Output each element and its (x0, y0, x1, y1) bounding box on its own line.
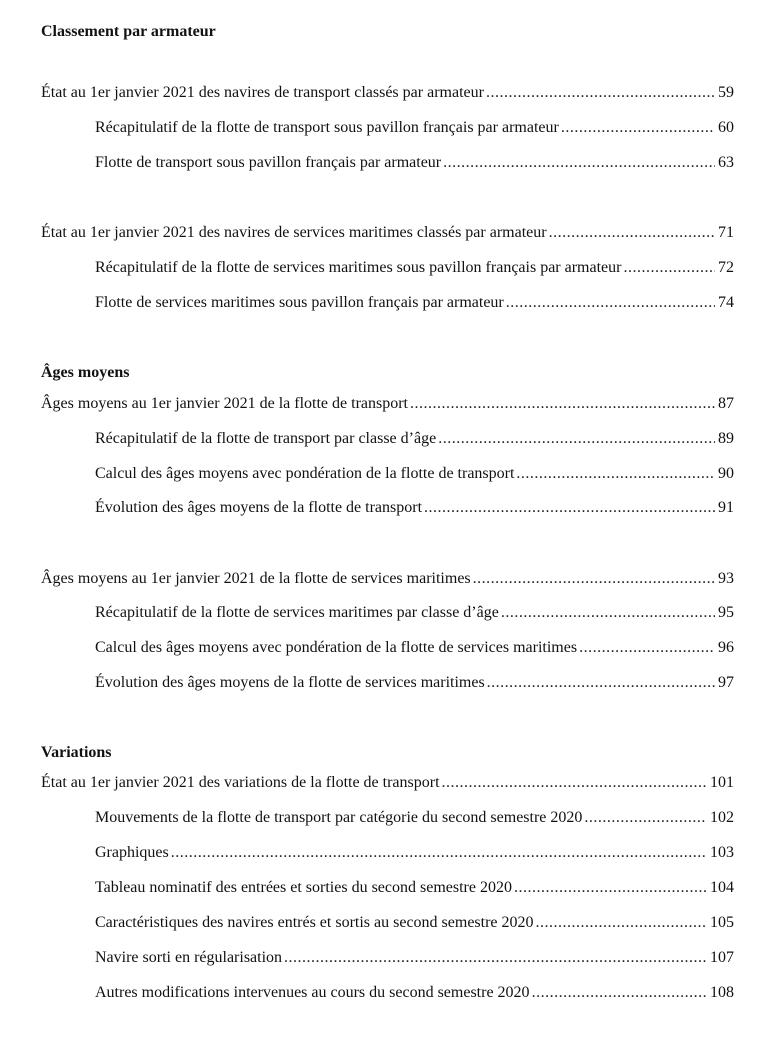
toc-subentry[interactable] (95, 603, 734, 623)
toc-subentry[interactable] (95, 498, 734, 518)
toc-subentry[interactable] (95, 293, 734, 313)
toc-subentry[interactable] (95, 153, 734, 173)
entry-title: Récapitulatif de la flotte de services maritimes sous pavillon français par armateur (95, 259, 622, 276)
toc-subentry[interactable] (95, 983, 734, 1003)
dot-leader (410, 394, 715, 414)
page-number: 101 (710, 774, 734, 791)
entry-title: Âges moyens au 1er janvier 2021 de la flotte de services maritimes (41, 570, 471, 587)
entry-title: Mouvements de la flotte de transport par catégorie du second semestre 2020 (95, 809, 583, 826)
entry-title: État au 1er janvier 2021 des variations de la flotte de transport (41, 774, 440, 791)
dot-leader (171, 843, 707, 863)
dot-leader (514, 878, 707, 898)
toc-subentry[interactable] (95, 429, 734, 449)
page-number: 96 (718, 639, 734, 656)
dot-leader (506, 293, 715, 313)
page-number: 74 (718, 294, 734, 311)
entry-title: Récapitulatif de la flotte de transport par classe d’âge (95, 430, 437, 447)
toc-entry[interactable] (41, 223, 734, 243)
entry-title: État au 1er janvier 2021 des navires de transport classés par armateur (41, 84, 484, 101)
dot-leader (623, 258, 715, 278)
page-number: 89 (718, 430, 734, 447)
page-number: 91 (718, 499, 734, 516)
page-number: 108 (710, 984, 734, 1001)
toc-subentry[interactable] (95, 808, 734, 828)
dot-leader (473, 569, 715, 589)
entry-title: Flotte de services maritimes sous pavillon français par armateur (95, 294, 504, 311)
page-number: 93 (718, 570, 734, 587)
dot-leader (486, 83, 715, 103)
entry-title: Récapitulatif de la flotte de services maritimes par classe d’âge (95, 604, 499, 621)
dot-leader (442, 773, 707, 793)
toc-subentry[interactable] (95, 843, 734, 863)
entry-title: Navire sorti en régularisation (95, 949, 283, 966)
toc-subentry[interactable] (95, 948, 734, 968)
entry-title: État au 1er janvier 2021 des navires de services maritimes classés par armateur (41, 224, 547, 241)
dot-leader (516, 464, 715, 484)
toc-subentry[interactable] (95, 638, 734, 658)
toc-entry[interactable] (41, 569, 734, 589)
dot-leader (424, 498, 715, 518)
toc-subentry[interactable] (95, 913, 734, 933)
entry-title: Récapitulatif de la flotte de transport sous pavillon français par armateur (95, 119, 559, 136)
entry-title: Caractéristiques des navires entrés et sortis au second semestre 2020 (95, 914, 534, 931)
page-number: 72 (718, 259, 734, 276)
dot-leader (561, 118, 715, 138)
page-number: 87 (718, 395, 734, 412)
toc-entry[interactable] (41, 773, 734, 793)
page-number: 103 (710, 844, 734, 861)
page-number: 107 (710, 949, 734, 966)
section-heading: Variations (41, 744, 112, 761)
page-number: 104 (710, 879, 734, 896)
section-heading: Classement par armateur (41, 23, 216, 40)
entry-title: Flotte de transport sous pavillon français par armateur (95, 154, 442, 171)
entry-title: Autres modifications intervenues au cours du second semestre 2020 (95, 984, 530, 1001)
page-number: 102 (710, 809, 734, 826)
page-number: 90 (718, 465, 734, 482)
page-number: 71 (718, 224, 734, 241)
entry-title: Graphiques (95, 844, 169, 861)
dot-leader (549, 223, 715, 243)
toc-entry[interactable] (41, 394, 734, 414)
dot-leader (532, 983, 707, 1003)
toc-subentry[interactable] (95, 673, 734, 693)
toc-subentry[interactable] (95, 118, 734, 138)
page-number: 105 (710, 914, 734, 931)
entry-title: Évolution des âges moyens de la flotte de transport (95, 499, 423, 516)
dot-leader (443, 153, 715, 173)
entry-title: Âges moyens au 1er janvier 2021 de la flotte de transport (41, 395, 408, 412)
entry-title: Calcul des âges moyens avec pondération de la flotte de services maritimes (95, 639, 578, 656)
toc-subentry[interactable] (95, 464, 734, 484)
section-heading: Âges moyens (41, 364, 130, 381)
dot-leader (579, 638, 715, 658)
entry-title: Tableau nominatif des entrées et sorties du second semestre 2020 (95, 879, 512, 896)
page-number: 60 (718, 119, 734, 136)
toc-entry[interactable] (41, 83, 734, 103)
dot-leader (438, 429, 715, 449)
page-number: 59 (718, 84, 734, 101)
dot-leader (487, 673, 715, 693)
page-number: 97 (718, 674, 734, 691)
page-number: 95 (718, 604, 734, 621)
dot-leader (584, 808, 707, 828)
toc-subentry[interactable] (95, 258, 734, 278)
dot-leader (284, 948, 707, 968)
dot-leader (501, 603, 715, 623)
page-number: 63 (718, 154, 734, 171)
entry-title: Évolution des âges moyens de la flotte de services maritimes (95, 674, 485, 691)
toc-subentry[interactable] (95, 878, 734, 898)
dot-leader (536, 913, 707, 933)
entry-title: Calcul des âges moyens avec pondération de la flotte de transport (95, 465, 515, 482)
